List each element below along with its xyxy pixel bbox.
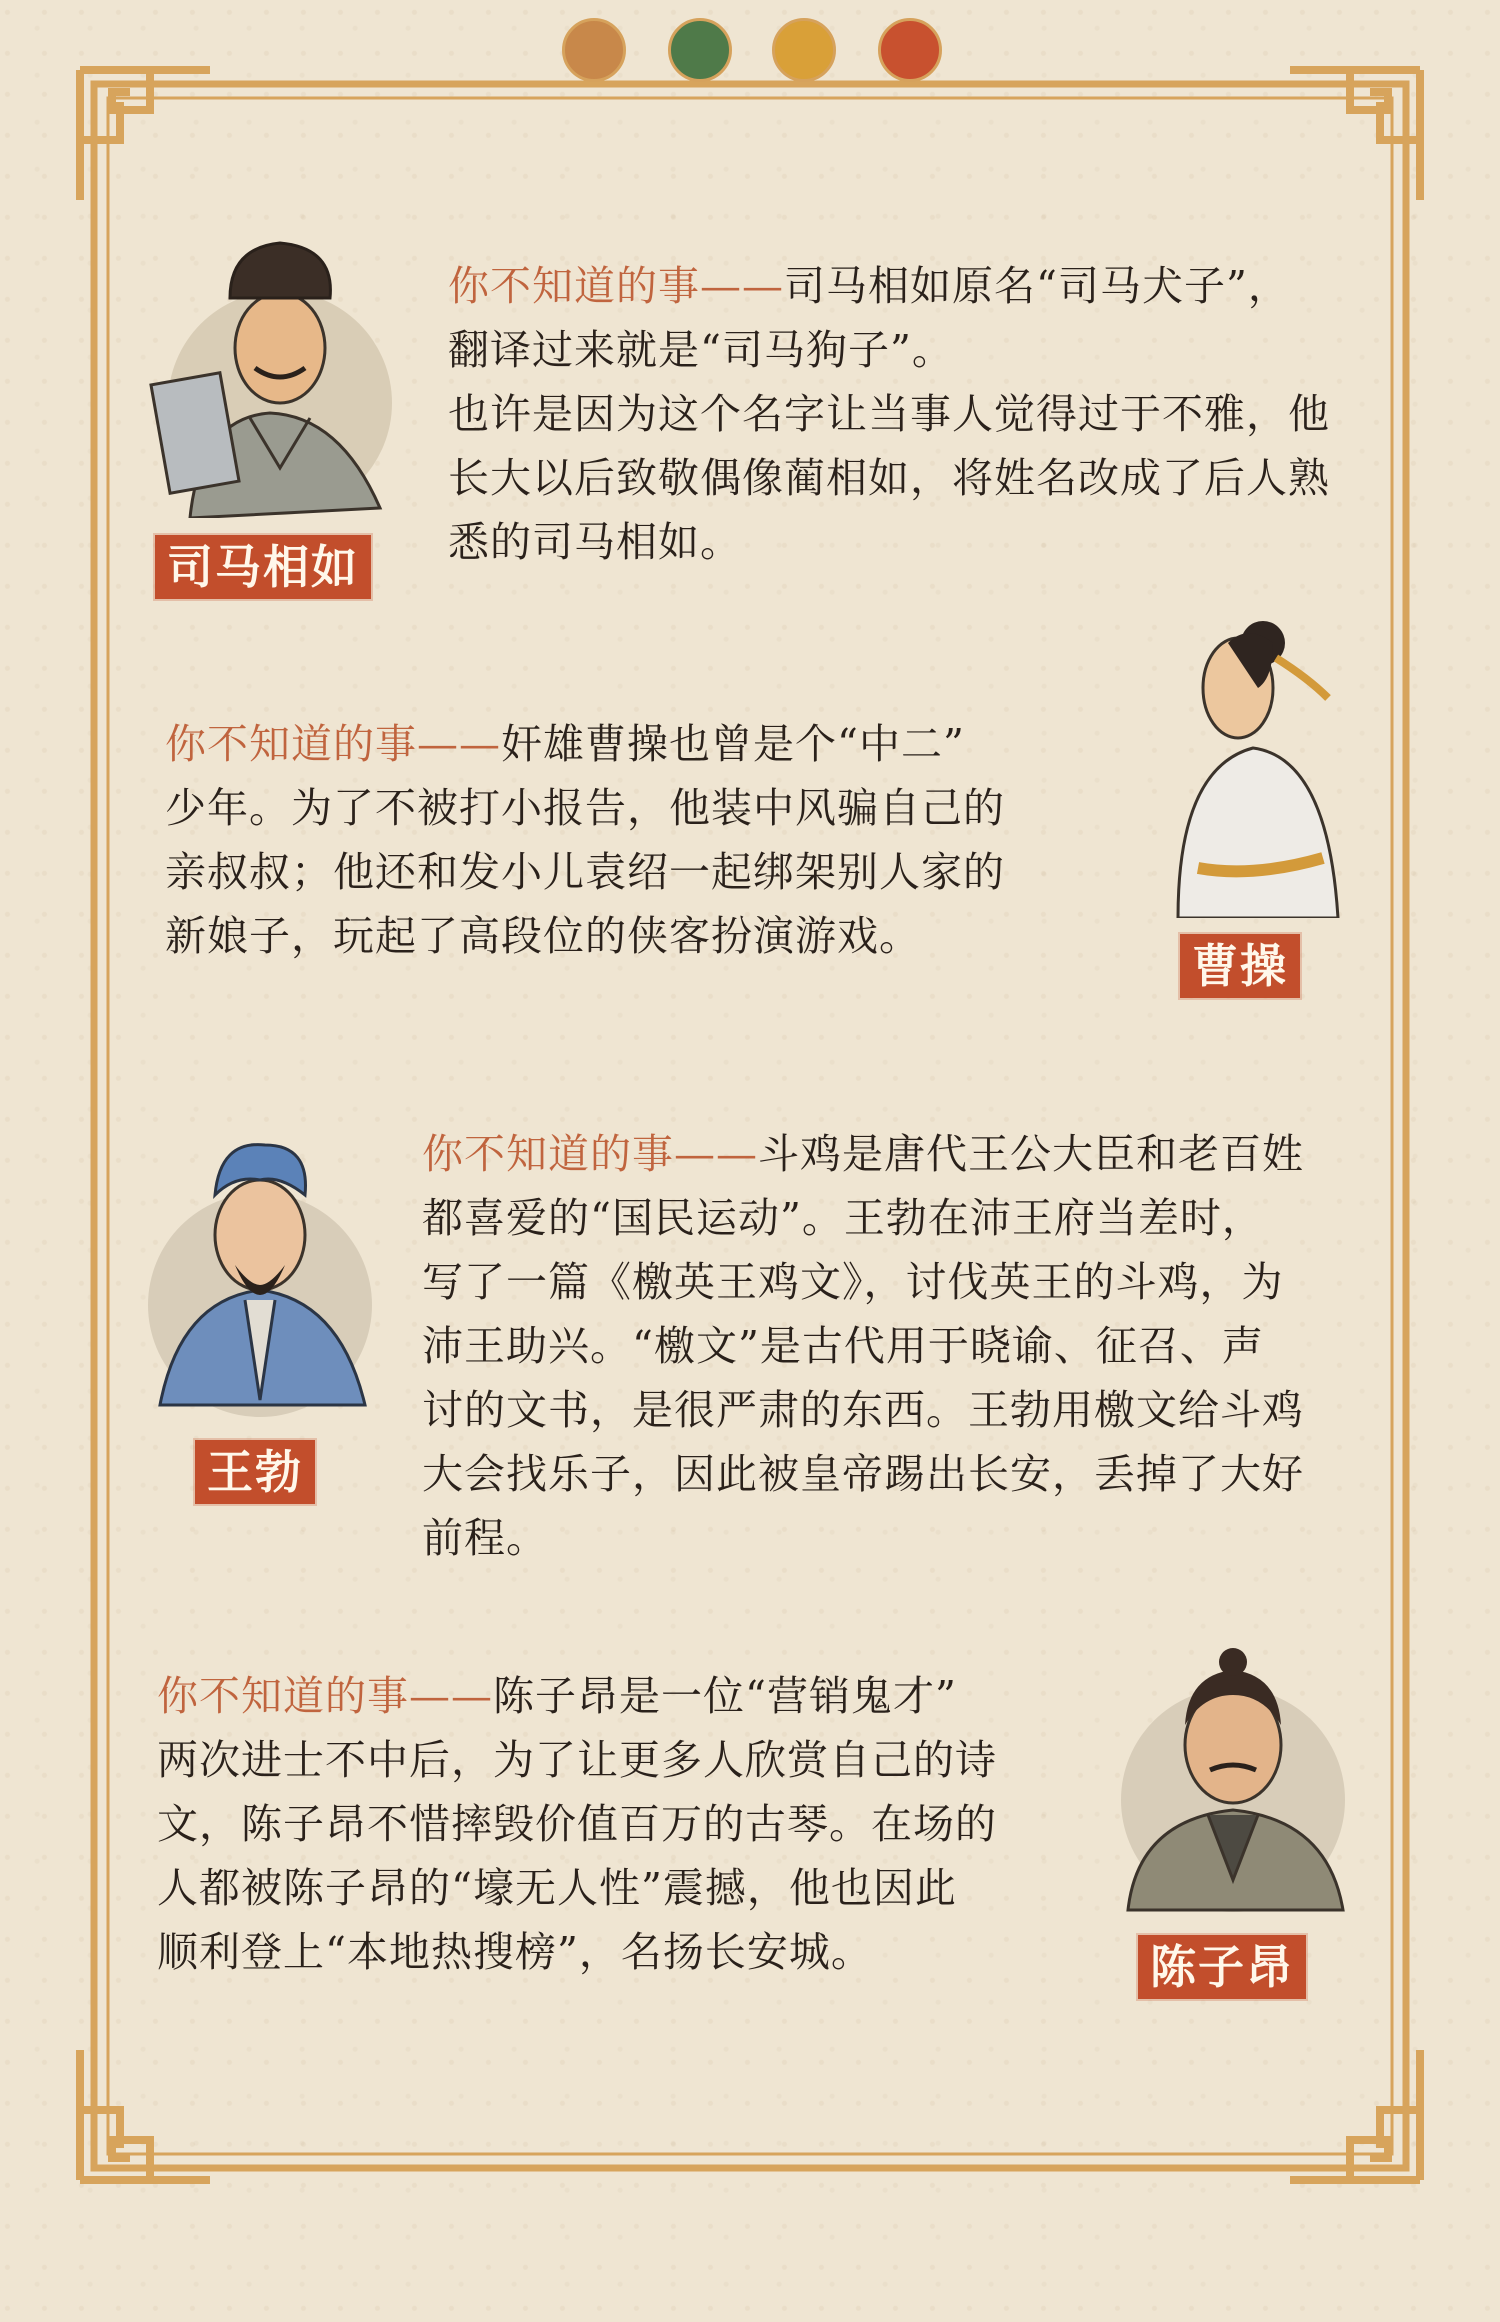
portrait-cao-cao: [1158, 618, 1348, 918]
story-line: 亲叔叔；他还和发小儿袁绍一起绑架别人家的: [165, 848, 1005, 896]
story-line: 长大以后致敬偶像蔺相如，将姓名改成了后人熟: [448, 454, 1330, 502]
story-sima-xiangru: [448, 254, 1398, 574]
dot-2: [668, 18, 732, 82]
story-line: 前程。: [422, 1514, 548, 1562]
story-line: 写了一篇《檄英王鸡文》，讨伐英王的斗鸡，为: [422, 1258, 1284, 1306]
name-badge-cao-cao: 曹操: [1180, 934, 1300, 998]
story-line: 斗鸡是唐代王公大臣和老百姓: [758, 1130, 1304, 1178]
color-dots: [0, 18, 1500, 90]
story-chen-ziang: [157, 1664, 1097, 1984]
story-line: 悉的司马相如。: [448, 518, 742, 566]
story-line: 都喜爱的“国民运动”。王勃在沛王府当差时，: [422, 1194, 1264, 1242]
portrait-sima-xiangru: [130, 228, 400, 518]
story-line: 讨的文书，是很严肃的东西。王勃用檄文给斗鸡: [422, 1386, 1304, 1434]
story-line: 两次进士不中后，为了让更多人欣赏自己的诗: [157, 1736, 997, 1784]
name-badge-wang-bo: 王勃: [195, 1440, 315, 1504]
name-badge-chen-ziang: 陈子昂: [1138, 1935, 1306, 1999]
lead-label: 你不知道的事: [157, 1672, 409, 1720]
lead-dash: ——: [417, 720, 501, 768]
story-line: 大会找乐子，因此被皇帝踢出长安，丢掉了大好: [422, 1450, 1304, 1498]
dot-1: [562, 18, 626, 82]
lead-dash: ——: [700, 262, 784, 310]
story-line: 少年。为了不被打小报告，他装中风骗自己的: [165, 784, 1005, 832]
lead-label: 你不知道的事: [422, 1130, 674, 1178]
story-line: 司马相如原名“司马犬子”，: [784, 262, 1290, 310]
story-line: 人都被陈子昂的“壕无人性”震撼，他也因此: [157, 1864, 957, 1912]
story-line: 顺利登上“本地热搜榜”，名扬长安城。: [157, 1928, 873, 1976]
dot-4: [878, 18, 942, 82]
lead-dash: ——: [409, 1672, 493, 1720]
story-line: 新娘子，玩起了高段位的侠客扮演游戏。: [165, 912, 921, 960]
story-line: 沛王助兴。“檄文”是古代用于晓谕、征召、声: [422, 1322, 1264, 1370]
story-line: 奸雄曹操也曾是个“中二”: [501, 720, 965, 768]
story-line: 也许是因为这个名字让当事人觉得过于不雅，他: [448, 390, 1330, 438]
lead-dash: ——: [674, 1130, 758, 1178]
lead-label: 你不知道的事: [448, 262, 700, 310]
story-wang-bo: [422, 1122, 1402, 1570]
story-cao-cao: [165, 712, 1105, 968]
dot-3: [772, 18, 836, 82]
story-line: 陈子昂是一位“营销鬼才”: [493, 1672, 957, 1720]
portrait-wang-bo: [140, 1125, 380, 1425]
story-line: 文，陈子昂不惜摔毁价值百万的古琴。在场的: [157, 1800, 997, 1848]
name-badge-sima-xiangru: 司马相如: [155, 535, 371, 599]
story-line: 翻译过来就是“司马狗子”。: [448, 326, 954, 374]
portrait-chen-ziang: [1098, 1620, 1368, 1920]
lead-label: 你不知道的事: [165, 720, 417, 768]
